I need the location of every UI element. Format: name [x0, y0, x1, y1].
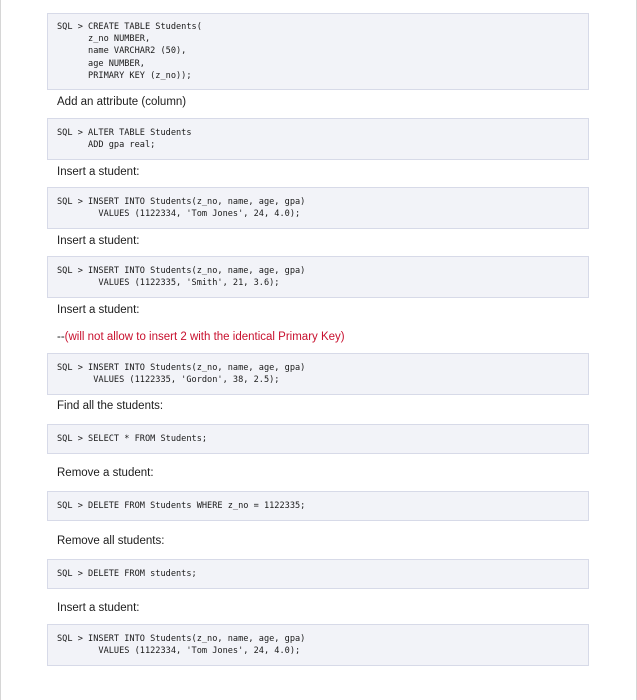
- label-add-attribute: Add an attribute (column): [57, 96, 187, 108]
- code-text: SQL > DELETE FROM students;: [57, 568, 197, 579]
- code-text: SQL > INSERT INTO Students(z_no, name, age, gpa) VALUES (1122335, 'Smith', 21, 3.6);: [57, 265, 306, 288]
- code-text: SQL > INSERT INTO Students(z_no, name, age, gpa) VALUES (1122334, 'Tom Jones', 24, 4.0);: [57, 633, 306, 656]
- code-block-insert-1: [47, 187, 589, 229]
- note-text: (will not allow to insert 2 with the identical Primary Key): [64, 331, 345, 343]
- code-block-delete-all: [47, 559, 589, 589]
- code-text: SQL > CREATE TABLE Students( z_no NUMBER, name VARCHAR2 (50), age NUMBER, PRIMARY KEY (z_no));: [57, 21, 202, 81]
- code-block-alter-table: [47, 118, 589, 160]
- code-block-insert-4: [47, 624, 589, 666]
- primary-key-note: [57, 331, 345, 343]
- code-block-select-all: [47, 424, 589, 454]
- label-remove-one: Remove a student:: [57, 467, 154, 479]
- code-text: SQL > INSERT INTO Students(z_no, name, age, gpa) VALUES (1122334, 'Tom Jones', 24, 4.0);: [57, 196, 306, 219]
- label-insert-student: Insert a student:: [57, 602, 140, 614]
- code-text: SQL > SELECT * FROM Students;: [57, 433, 208, 444]
- label-find-all: Find all the students:: [57, 400, 164, 412]
- code-block-insert-2: [47, 256, 589, 298]
- code-text: SQL > INSERT INTO Students(z_no, name, age, gpa) VALUES (1122335, 'Gordon', 38, 2.5);: [57, 362, 306, 385]
- code-text: SQL > ALTER TABLE Students ADD gpa real;: [57, 127, 192, 150]
- code-block-delete-one: [47, 491, 589, 521]
- label-insert-student: Insert a student:: [57, 304, 140, 316]
- label-insert-student: Insert a student:: [57, 235, 140, 247]
- label-insert-student: Insert a student:: [57, 166, 140, 178]
- label-remove-all: Remove all students:: [57, 535, 165, 547]
- code-text: SQL > DELETE FROM Students WHERE z_no = 1122335;: [57, 500, 306, 511]
- code-block-insert-3: [47, 353, 589, 395]
- code-block-create-table: [47, 13, 589, 90]
- note-prefix: --: [57, 331, 65, 343]
